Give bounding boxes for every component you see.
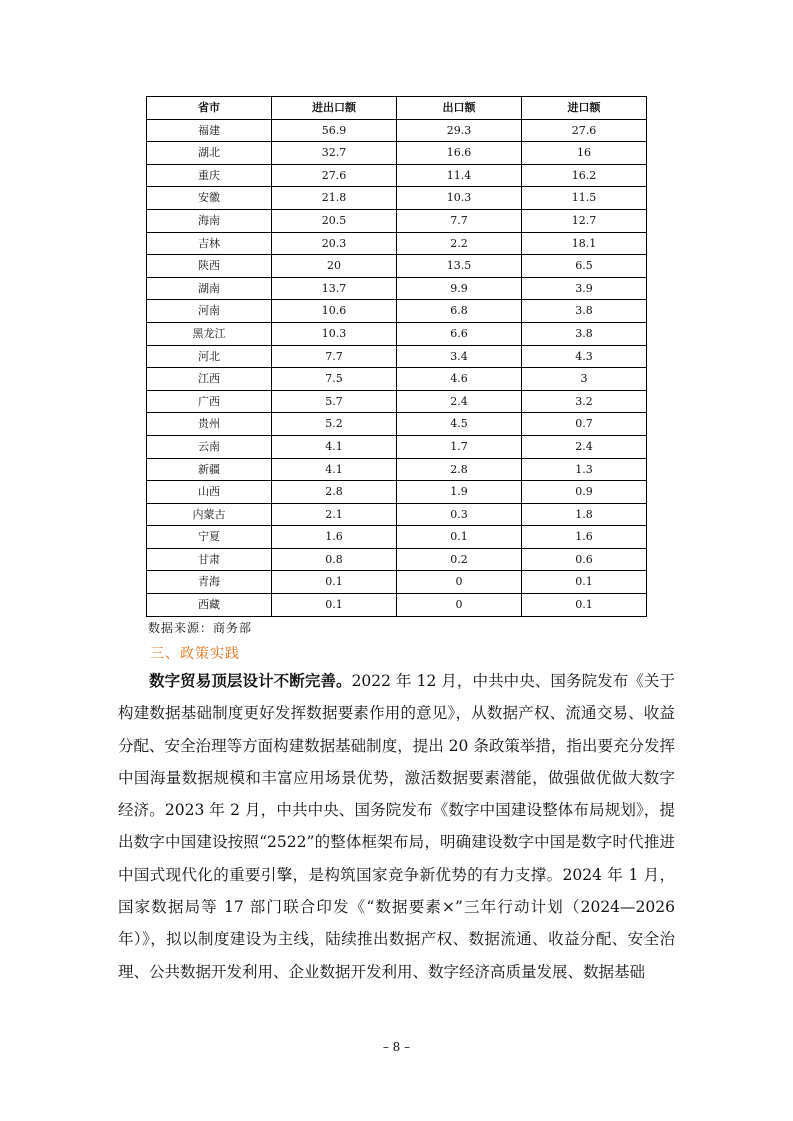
table-row	[147, 548, 647, 571]
cell-import: 6.5	[522, 255, 647, 278]
cell-export: 2.2	[397, 232, 522, 255]
cell-import: 12.7	[522, 209, 647, 232]
cell-province: 安徽	[147, 187, 272, 210]
cell-export: 6.8	[397, 300, 522, 323]
cell-import: 1.3	[522, 458, 647, 481]
cell-province: 湖北	[147, 142, 272, 165]
cell-import: 3.2	[522, 390, 647, 413]
table-row	[147, 594, 647, 617]
cell-province: 青海	[147, 571, 272, 594]
cell-export: 29.3	[397, 119, 522, 142]
cell-import: 16.2	[522, 164, 647, 187]
cell-province: 甘肃	[147, 548, 272, 571]
cell-export: 3.4	[397, 345, 522, 368]
cell-export: 10.3	[397, 187, 522, 210]
cell-total: 4.1	[272, 458, 397, 481]
cell-import: 27.6	[522, 119, 647, 142]
cell-import: 0.6	[522, 548, 647, 571]
cell-province: 河北	[147, 345, 272, 368]
cell-province: 山西	[147, 481, 272, 504]
cell-total: 2.8	[272, 481, 397, 504]
cell-import: 3.8	[522, 322, 647, 345]
cell-export: 2.4	[397, 390, 522, 413]
cell-total: 7.5	[272, 368, 397, 391]
table-row	[147, 277, 647, 300]
header-province: 省市	[147, 97, 272, 120]
cell-import: 18.1	[522, 232, 647, 255]
table-row	[147, 435, 647, 458]
cell-export: 4.5	[397, 413, 522, 436]
cell-total: 0.8	[272, 548, 397, 571]
cell-province: 陕西	[147, 255, 272, 278]
cell-total: 1.6	[272, 526, 397, 549]
table-row	[147, 209, 647, 232]
cell-total: 13.7	[272, 277, 397, 300]
trade-table	[146, 96, 647, 617]
cell-province: 西藏	[147, 594, 272, 617]
cell-import: 1.6	[522, 526, 647, 549]
cell-import: 3	[522, 368, 647, 391]
cell-province: 海南	[147, 209, 272, 232]
cell-province: 江西	[147, 368, 272, 391]
cell-province: 重庆	[147, 164, 272, 187]
paragraph-lead: 数字贸易顶层设计不断完善。	[149, 672, 352, 690]
table-row	[147, 481, 647, 504]
body-paragraph	[118, 665, 675, 988]
cell-total: 7.7	[272, 345, 397, 368]
table-row	[147, 503, 647, 526]
cell-province: 新疆	[147, 458, 272, 481]
table-row	[147, 232, 647, 255]
cell-import: 3.8	[522, 300, 647, 323]
cell-export: 13.5	[397, 255, 522, 278]
paragraph-text: 2022 年 12 月，中共中央、国务院发布《关于构建数据基础制度更好发挥数据要素作用的意见》，从数据产权、流通交易、收益分配、安全治理等方面构建数据基础制度，提出 20 条政策举措，指出要充分发挥中国海量数据规模和丰富应用场景优势，激活数据要素潜能，做强做优做大数字经济。2023 年 2 月，中共中央、国务院发布《数字中国建设整体布局规划》，提出数字中国建设按照“2522”的整体框架布局，明确建设数字中国是数字时代推进中国式现代化的重要引擎，是构筑国家竞争新优势的有力支撑。2024 年 1 月，国家数据局等 17 部门联合印发《“数据要素×”三年行动计划（2024—2026 年）》，拟以制度建设为主线，陆续推出数据产权、数据流通、收益分配、安全治理、公共数据开发利用、企业数据开发利用、数字经济高质量发展、数据基础	[118, 672, 675, 981]
cell-export: 1.7	[397, 435, 522, 458]
data-source-note: 数据来源：商务部	[148, 621, 253, 635]
cell-province: 福建	[147, 119, 272, 142]
table-row	[147, 413, 647, 436]
table-row	[147, 322, 647, 345]
cell-import: 2.4	[522, 435, 647, 458]
cell-total: 21.8	[272, 187, 397, 210]
table-row	[147, 119, 647, 142]
cell-total: 20.3	[272, 232, 397, 255]
cell-import: 0.7	[522, 413, 647, 436]
cell-total: 10.6	[272, 300, 397, 323]
cell-province: 宁夏	[147, 526, 272, 549]
table-header-row	[147, 97, 647, 120]
table-row	[147, 390, 647, 413]
cell-province: 贵州	[147, 413, 272, 436]
cell-total: 2.1	[272, 503, 397, 526]
table-row	[147, 300, 647, 323]
cell-total: 27.6	[272, 164, 397, 187]
cell-export: 6.6	[397, 322, 522, 345]
table-row	[147, 368, 647, 391]
cell-province: 内蒙古	[147, 503, 272, 526]
cell-import: 0.1	[522, 594, 647, 617]
cell-province: 吉林	[147, 232, 272, 255]
cell-province: 广西	[147, 390, 272, 413]
cell-export: 11.4	[397, 164, 522, 187]
cell-export: 0	[397, 571, 522, 594]
cell-total: 32.7	[272, 142, 397, 165]
header-import: 进口额	[522, 97, 647, 120]
table-row	[147, 345, 647, 368]
cell-total: 4.1	[272, 435, 397, 458]
cell-import: 1.8	[522, 503, 647, 526]
cell-import: 4.3	[522, 345, 647, 368]
cell-export: 9.9	[397, 277, 522, 300]
cell-import: 16	[522, 142, 647, 165]
cell-total: 10.3	[272, 322, 397, 345]
cell-export: 0.3	[397, 503, 522, 526]
cell-export: 0	[397, 594, 522, 617]
section-title: 三、政策实践	[150, 646, 240, 662]
cell-export: 7.7	[397, 209, 522, 232]
cell-total: 20	[272, 255, 397, 278]
cell-total: 5.7	[272, 390, 397, 413]
header-total: 进出口额	[272, 97, 397, 120]
table-row	[147, 142, 647, 165]
table-row	[147, 187, 647, 210]
cell-province: 湖南	[147, 277, 272, 300]
cell-export: 1.9	[397, 481, 522, 504]
cell-export: 4.6	[397, 368, 522, 391]
cell-import: 0.1	[522, 571, 647, 594]
table-row	[147, 526, 647, 549]
cell-export: 0.1	[397, 526, 522, 549]
cell-province: 云南	[147, 435, 272, 458]
header-export: 出口额	[397, 97, 522, 120]
cell-import: 11.5	[522, 187, 647, 210]
cell-province: 黑龙江	[147, 322, 272, 345]
cell-total: 20.5	[272, 209, 397, 232]
cell-export: 0.2	[397, 548, 522, 571]
page-number: – 8 –	[382, 1040, 411, 1054]
cell-import: 3.9	[522, 277, 647, 300]
cell-total: 0.1	[272, 571, 397, 594]
table-row	[147, 164, 647, 187]
cell-total: 0.1	[272, 594, 397, 617]
cell-import: 0.9	[522, 481, 647, 504]
cell-total: 56.9	[272, 119, 397, 142]
table-row	[147, 255, 647, 278]
cell-export: 2.8	[397, 458, 522, 481]
cell-export: 16.6	[397, 142, 522, 165]
cell-province: 河南	[147, 300, 272, 323]
cell-total: 5.2	[272, 413, 397, 436]
table-row	[147, 458, 647, 481]
table-row	[147, 571, 647, 594]
